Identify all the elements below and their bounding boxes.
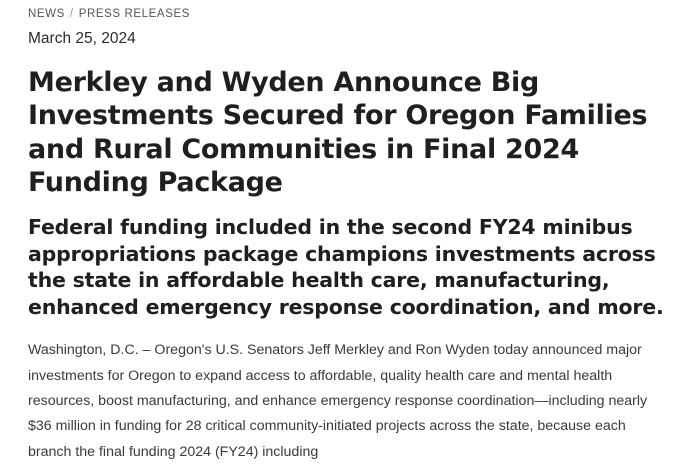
- article-paragraph: Washington, D.C. – Oregon's U.S. Senators Jeff Merkley and Ron Wyden today announced major investments for Oregon to expand access to affordable, quality health care and mental health resources, boost manufacturing, and enhance emergency response coordination—including nearly $36 million in funding for 28 critical community-initiated projects across the state, because each branch the final funding 2024 (FY24) including: [28, 342, 648, 460]
- article-subhead: Federal funding included in the second FY24 minibus appropriations package champions investments across the state in affordable health care, manufacturing, enhanced emergency response coordination, and more.: [28, 214, 664, 319]
- article-date: March 25, 2024: [28, 30, 136, 47]
- breadcrumb-item-news[interactable]: NEWS: [28, 8, 65, 20]
- page-title: Merkley and Wyden Announce Big Investments Secured for Oregon Families and Rural Communities in Final 2024 Funding Package: [28, 67, 648, 199]
- article-body: [28, 338, 672, 464]
- breadcrumb-separator: /: [69, 8, 74, 20]
- breadcrumb: [28, 8, 672, 20]
- breadcrumb-item-press-releases[interactable]: PRESS RELEASES: [78, 8, 191, 20]
